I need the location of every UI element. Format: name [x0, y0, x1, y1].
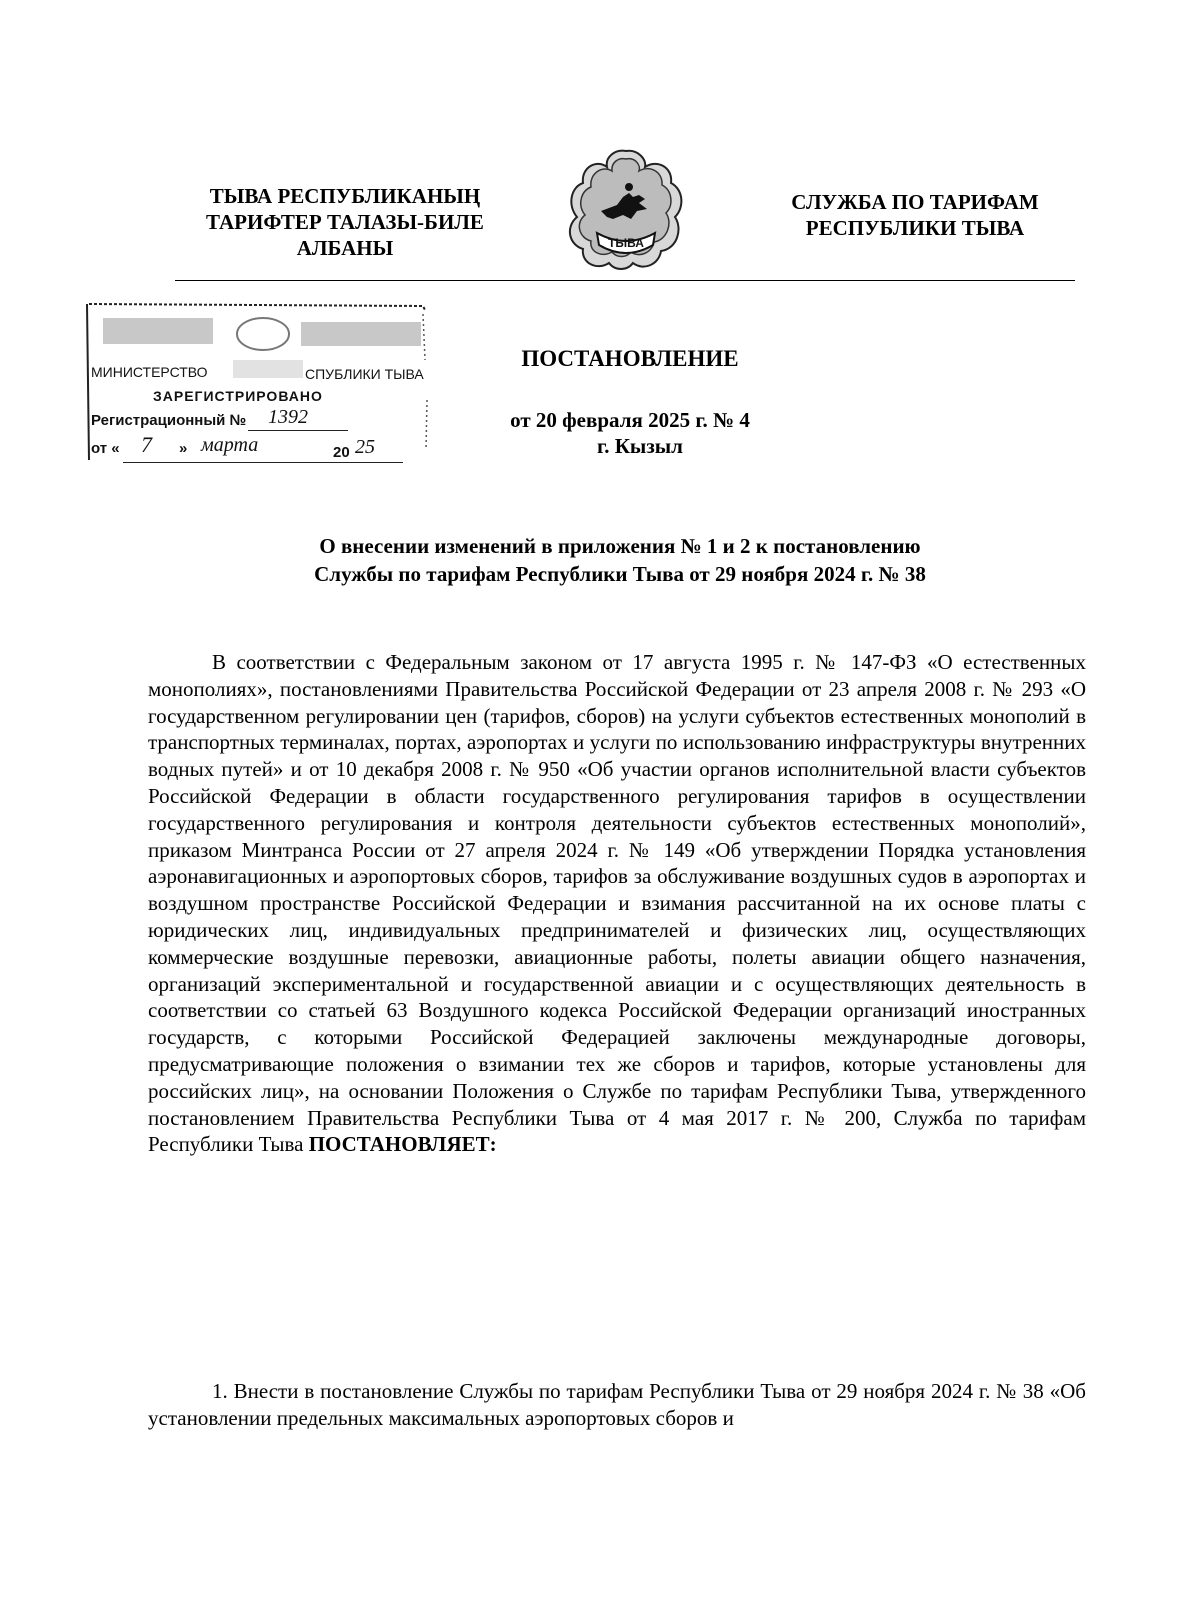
stamp-reg-label: Регистрационный №: [91, 412, 247, 429]
header-divider: [175, 280, 1075, 281]
resolves-keyword: ПОСТАНОВЛЯЕТ: [308, 1132, 490, 1157]
stamp-month: марта: [201, 434, 259, 456]
subject-line: Службы по тарифам Республики Тыва от 29 ноября 2024 г. № 38: [314, 562, 926, 586]
stamp-line-ministry: МИНИСТЕРСТВО: [91, 364, 208, 380]
document-date-block: [460, 407, 800, 459]
registration-stamp: [83, 300, 438, 490]
header-left-line: АЛБАНЫ: [296, 236, 394, 260]
body-paragraph-item-1: 1. Внести в постановление Службы по тарифам Республики Тыва от 29 ноября 2024 г. № 38 «Об установлении предельных максимальных аэропортовых сборов и: [148, 1379, 1086, 1430]
document-title: ПОСТАНОВЛЕНИЕ: [521, 346, 739, 371]
header-right-russian: [755, 189, 1075, 241]
stamp-date-underline: [123, 462, 403, 463]
stamp-date-sep: »: [179, 440, 188, 457]
preamble-text: В соответствии с Федеральным законом от 17 августа 1995 г. № 147-ФЗ «О естественных монополиях», постановлениями Правительства Российской Федерации от 23 апреля 2008 г. № 293 «О государственном регулировании цен (тарифов, сборов) на услуги субъектов естественных монополий в транспортных терминалах, портах, аэропортах и услуги по использованию инфраструктуры внутренних водных путей» и от 10 декабря 2008 г. № 950 «Об участии органов исполнительной власти субъектов Российской Федерации в области государственного регулирования тарифов в осуществлении государственного регулирования и контроля деятельности субъектов естественных монополий», приказом Минтранса России от 27 апреля 2024 г. № 149 «Об утверждении Порядка установления аэронавигационных и аэропортовых сборов, тарифов за обслуживание воздушных судов в аэропортах и воздушном пространстве Российской Федерации и взимания рассчитанной на их основе платы с юридических лиц, индивидуальных предпринимателей и физических лиц, осуществляющих коммерческие воздушные перевозки, авиационные работы, полеты авиации общего назначения, организаций экспериментальной и государственной авиации и с осуществляющих деятельность в соответствии со статьей 63 Воздушного кодекса Российской Федерации организаций иностранных государств, с которыми Российской Федерацией заключены международные договоры, предусматривающие положения о взимании тех же сборов и тарифов, которые установлены для российских лиц», на основании Положения о Службе по тарифам Республики Тыва, утвержденного постановлением Правительства Республики Тыва от 4 мая 2017 г. № 200, Служба по тарифам Республики Тыва: [148, 650, 1086, 1157]
header-left-line: ТАРИФТЕР ТАЛАЗЫ-БИЛЕ: [206, 210, 484, 234]
stamp-date-prefix: от «: [91, 440, 120, 457]
stamp-underline: [248, 430, 348, 431]
resolves-colon: :: [489, 1132, 497, 1157]
stamp-day: 7: [141, 432, 152, 457]
emblem-icon: [567, 145, 685, 275]
body-paragraph-preamble: [148, 649, 1086, 1158]
tuva-emblem: [567, 145, 685, 275]
emblem-label: ТЫВА: [608, 236, 644, 250]
stamp-line-republic: СПУБЛИКИ ТЫВА: [305, 366, 424, 382]
header-right-line: РЕСПУБЛИКИ ТЫВА: [805, 216, 1025, 240]
header-right-line: СЛУЖБА ПО ТАРИФАМ: [791, 190, 1039, 214]
subject-line: О внесении изменений в приложения № 1 и 2 к постановлению: [319, 534, 921, 558]
document-place: г. Кызыл: [597, 434, 683, 458]
document-date-number: от 20 февраля 2025 г. № 4: [510, 408, 750, 432]
stamp-year-prefix: 20: [333, 444, 350, 461]
header-left-line: ТЫВА РЕСПУБЛИКАНЫҢ: [209, 184, 481, 208]
stamp-registered: ЗАРЕГИСТРИРОВАНО: [153, 388, 323, 404]
stamp-reg-number: 1392: [268, 406, 308, 428]
document-subject: [150, 532, 1090, 588]
header-left-tuvan: [180, 183, 510, 261]
stamp-year-suffix: 25: [355, 436, 375, 458]
